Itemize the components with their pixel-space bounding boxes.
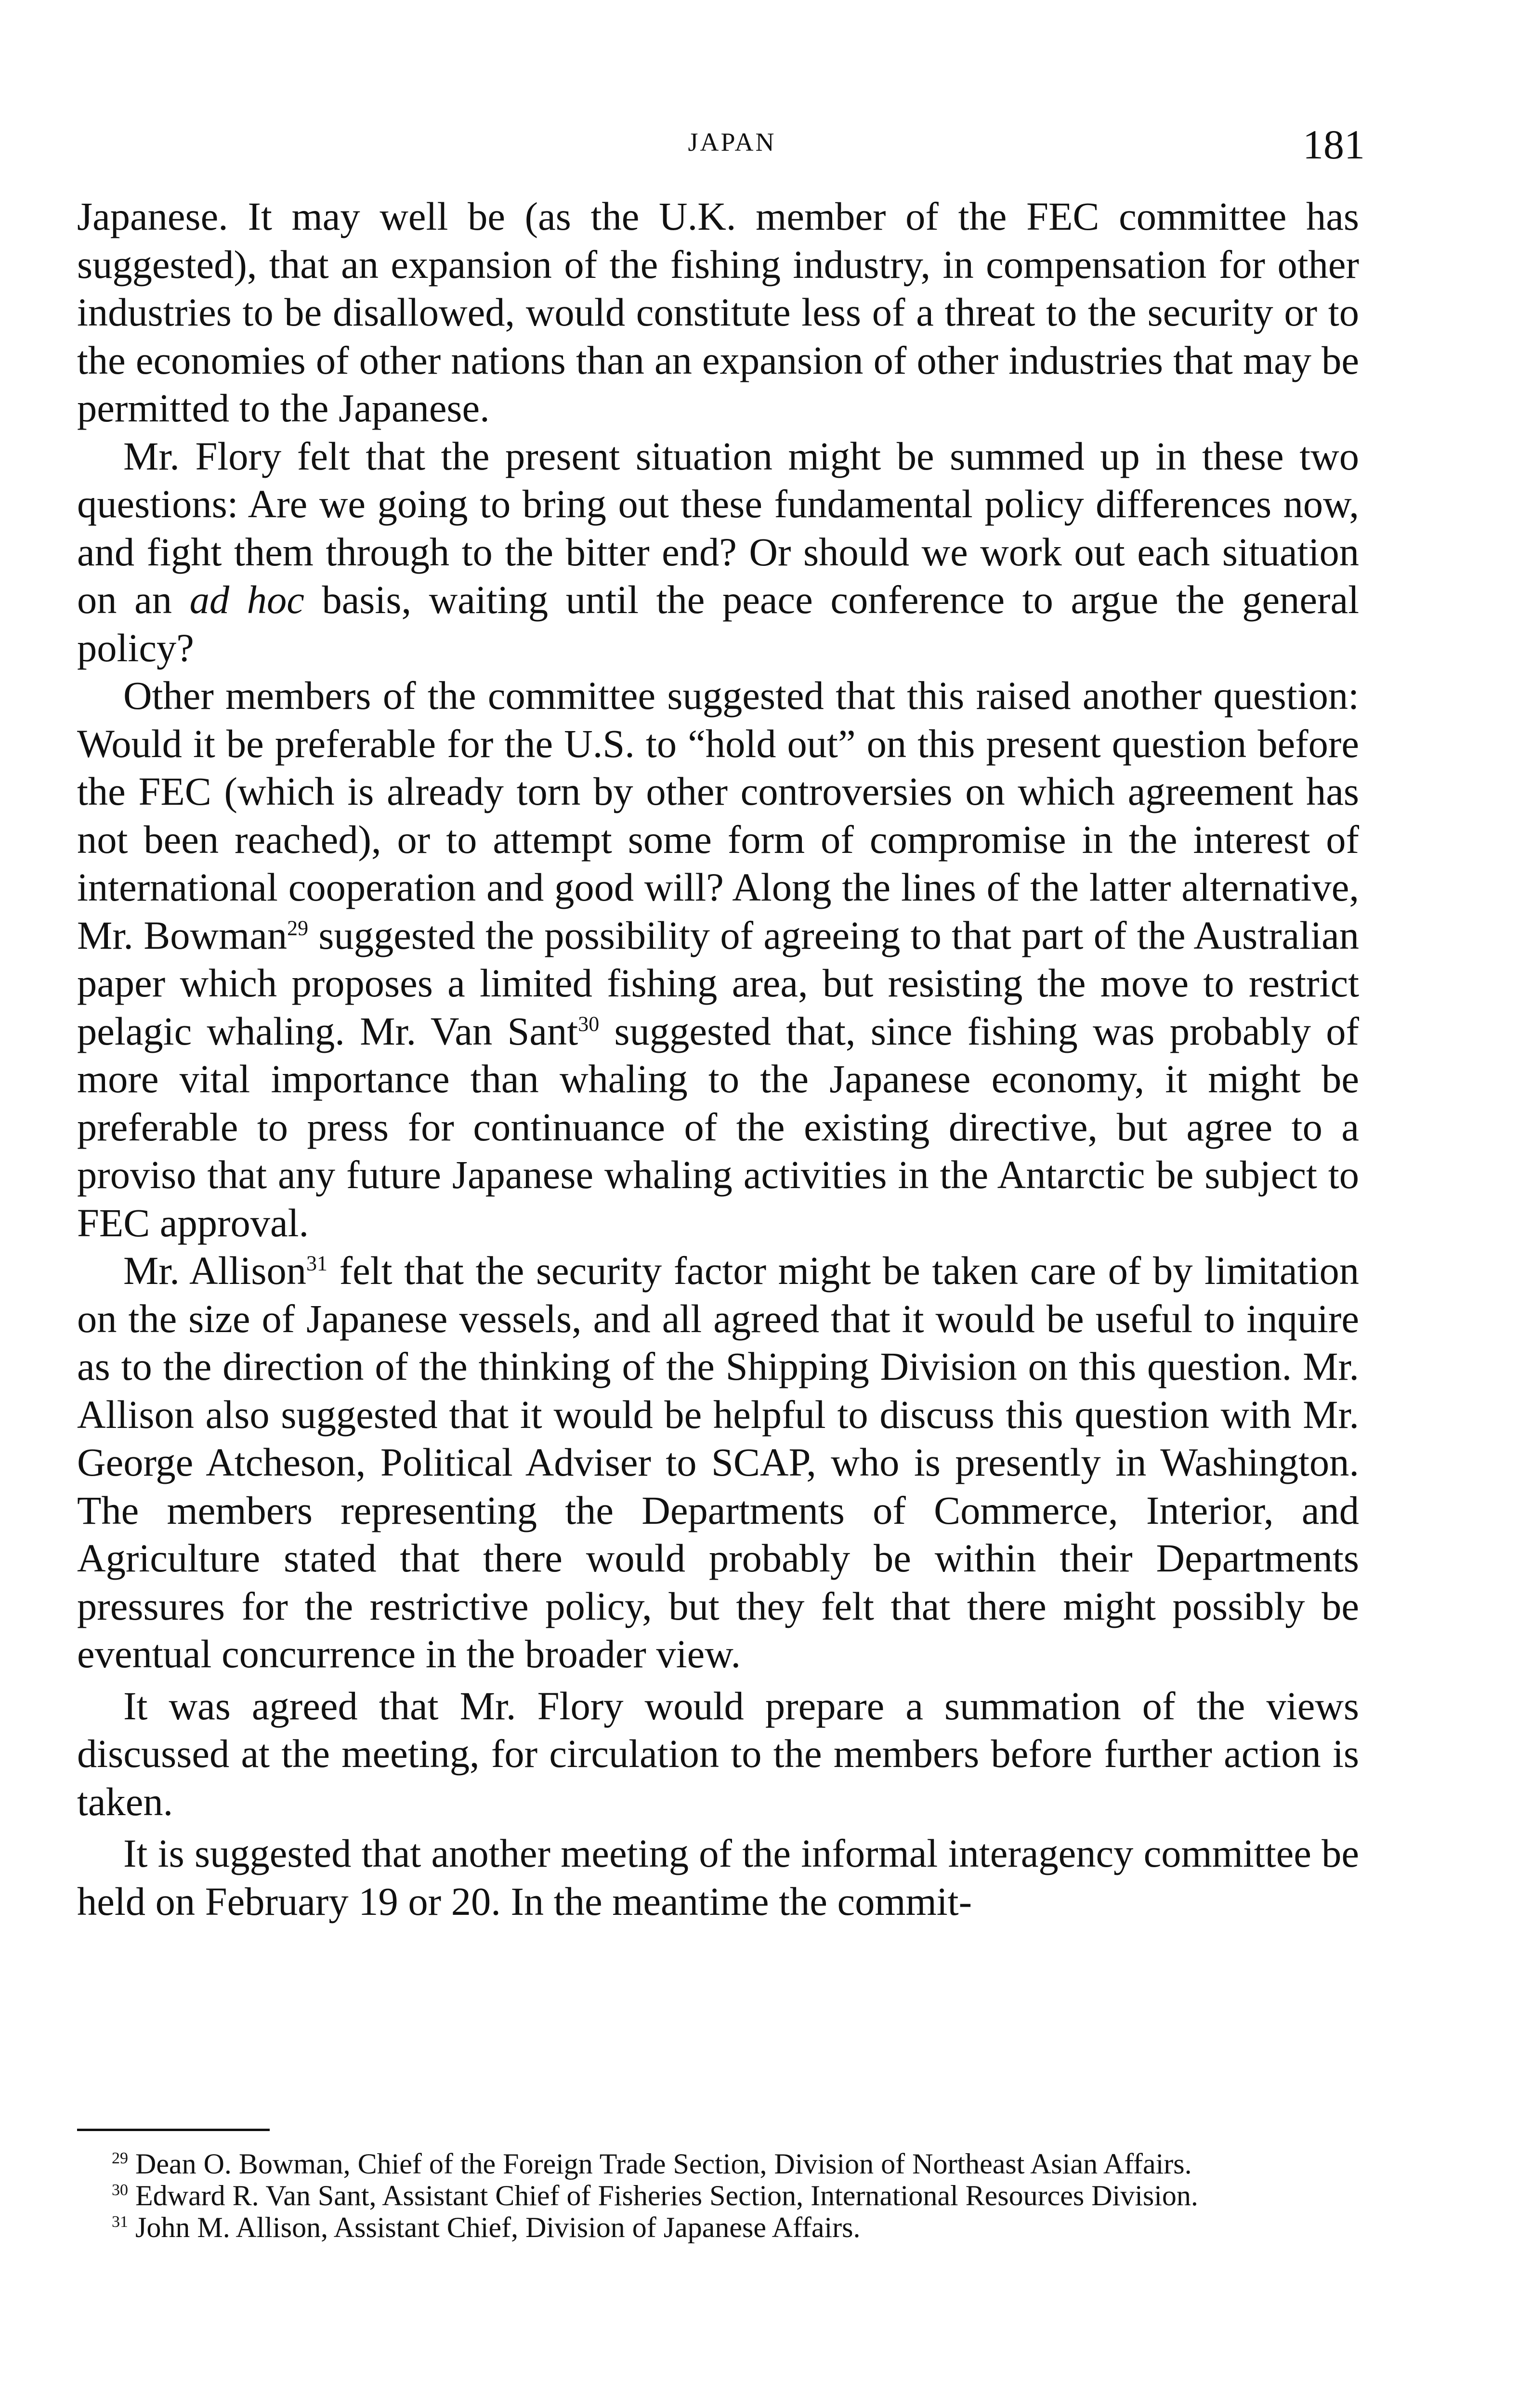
footnote-rule: [77, 2129, 270, 2131]
page-number: 181: [1303, 121, 1365, 168]
paragraph-6-text: It is suggested that another meeting of the informal interagency committee be held on February 19 or 20. In the meantime the commit-: [77, 1831, 1359, 1924]
footnote-text: John M. Allison, Assistant Chief, Division of Japanese Affairs.: [128, 2212, 861, 2243]
paragraph-1-text: Japanese. It may well be (as the U.K. member of the FEC committee has suggested), that an expansion of the fishing industry, in compensation for other industries to be disallowed, would constitute less of a threat to the security or to the economies of other nations than an expansion of other industries that may be permitted to the Japanese.: [77, 194, 1359, 430]
footnotes: [77, 2148, 1359, 2243]
footnote-number: 30: [112, 2181, 128, 2199]
footnote-number: 29: [112, 2149, 128, 2167]
footnote-number: 31: [112, 2213, 128, 2231]
footnote-29: [77, 2148, 1359, 2180]
footnote-31: [77, 2212, 1359, 2243]
paragraph-2-text-b: basis, waiting until the peace conference to argue the general policy?: [77, 577, 1359, 670]
paragraph-3: [77, 672, 1359, 1247]
paragraph-4-text-a: Mr. Allison: [123, 1248, 306, 1293]
footnote-ref-29: 29: [287, 916, 309, 940]
paragraph-5: [77, 1682, 1359, 1826]
paragraph-4-text-b: felt that the security factor might be taken care of by limitation on the size of Japanese vessels, and all agreed that it would be useful to inquire as to the direction of the thinking of the Shipping Division on this question. Mr. Allison also suggested that it would be helpful to discuss this question with Mr. George Atcheson, Political Adviser to SCAP, who is presently in Washington. The members representing the Departments of Commerce, Interior, and Agriculture stated that there would probably be within their Departments pressures for the restrictive policy, but they felt that there might possibly be eventual concurrence in the broader view.: [77, 1248, 1359, 1676]
paragraph-2: [77, 432, 1359, 672]
paragraph-1: [77, 193, 1359, 432]
footnote-ref-31: 31: [306, 1251, 327, 1275]
paragraph-3-text-c: suggested that, since fishing was probably of more vital importance than whaling to the Japanese economy, it might be preferable to press for continuance of the existing directive, but agree to a proviso that any future Japanese whaling activities in the Antarctic be subject to FEC approval.: [77, 1008, 1359, 1245]
footnote-text: Dean O. Bowman, Chief of the Foreign Trade Section, Division of Northeast Asian Affairs.: [128, 2148, 1192, 2180]
latin-phrase: ad hoc: [189, 577, 304, 622]
paragraph-2-text-a: Mr. Flory felt that the present situation might be summed up in these two questions: Are we going to bring out these fundamental policy differences now, and fight them through to the bitter end? Or should we work out each situation on an: [77, 433, 1359, 622]
footnote-text: Edward R. Van Sant, Assistant Chief of Fisheries Section, International Resources Division.: [128, 2180, 1198, 2212]
paragraph-6: [77, 1830, 1359, 1925]
running-head: [0, 120, 1518, 168]
paragraph-3-text-a: Other members of the committee suggested that this raised another question: Would it be preferable for the U.S. to “hold out” on this present question before the FEC (which is already torn by other controversies on which agreement has not been reached), or to attempt some form of compromise in the interest of international cooperation and good will? Along the lines of the latter alternative, Mr. Bowman: [77, 673, 1359, 957]
running-title: JAPAN: [688, 128, 776, 157]
footnote-30: [77, 2180, 1359, 2212]
footnote-ref-30: 30: [578, 1012, 600, 1035]
body-text: [77, 193, 1359, 1925]
paragraph-5-text: It was agreed that Mr. Flory would prepare a summation of the views discussed at the meeting, for circulation to the members before further action is taken.: [77, 1683, 1359, 1824]
paragraph-4: [77, 1247, 1359, 1678]
paragraph-3-text-b: suggested the possibility of agreeing to that part of the Australian paper which proposes a limited fishing area, but resisting the move to restrict pelagic whaling. Mr. Van Sant: [77, 913, 1359, 1053]
